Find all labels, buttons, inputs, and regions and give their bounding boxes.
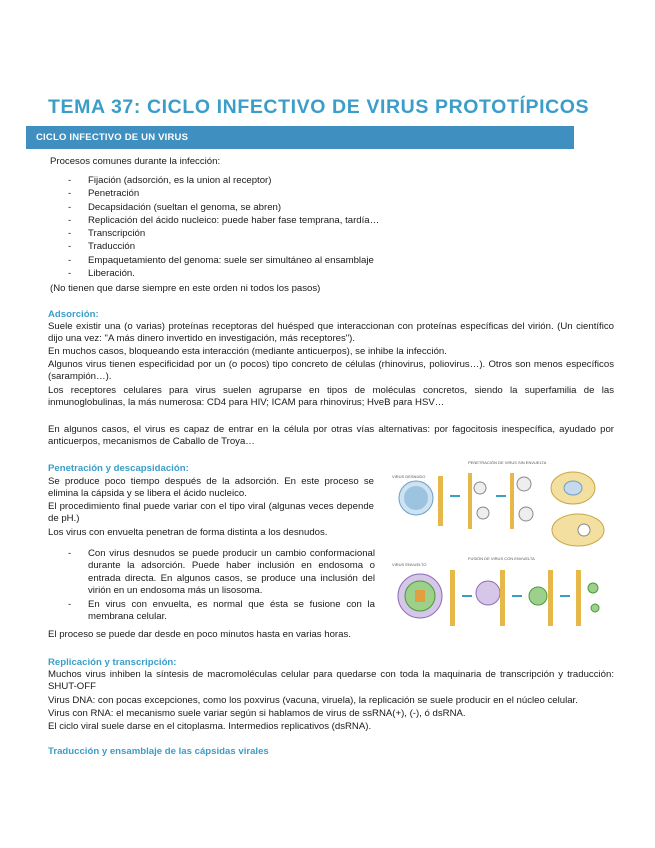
- paragraph: Virus DNA: con pocas excepciones, como los poxvirus (vacuna, viruela), la replicación se suele producir en el núcleo celular.: [48, 695, 578, 706]
- list-item: - Fijación (adsorción, es la union al receptor): [68, 174, 379, 187]
- paragraph: El ciclo viral suele darse en el citoplasma. Intermedios replicativos (dsRNA).: [48, 721, 372, 732]
- list-item: - Decapsidación (sueltan el genoma, se abren): [68, 201, 379, 214]
- page-title: TEMA 37: CICLO INFECTIVO DE VIRUS PROTOTÍPICOS: [48, 96, 590, 118]
- naked-virus-icon: [399, 476, 443, 526]
- penetracion-list: [68, 548, 375, 624]
- enveloped-virus-icon: [398, 574, 442, 618]
- figure-label: FUSIÓN DE VIRUS CON ENVUELTA: [468, 556, 535, 561]
- paragraph: Virus con RNA: el mecanismo suele variar según si hablamos de virus de ssRNA(+), (-), ó dsRNA.: [48, 708, 466, 719]
- order-note: (No tienen que darse siempre en este orden ni todos los pasos): [50, 283, 321, 294]
- adsorcion-heading: Adsorción:: [48, 309, 99, 320]
- paragraph: Se produce poco tiempo después de la adsorción. En este proceso se elimina la cápsida y se libera el ácido nucleico.: [48, 476, 374, 500]
- figure-label: VIRUS DESNUDO: [392, 474, 426, 479]
- list-item: - Transcripción: [68, 227, 379, 240]
- paragraph: Los receptores celulares para virus suelen agruparse en tipos de moléculas concretos, siendo la superfamilia de las inmunoglobulinas, la más numerosa: CD4 para HIV; ICAM para rhinovirus; HveB para HSV…: [48, 385, 614, 409]
- section-banner: CICLO INFECTIVO DE UN VIRUS: [26, 126, 574, 149]
- paragraph: El proceso se puede dar desde en poco minutos hasta en varias horas.: [48, 629, 351, 640]
- paragraph: En muchos casos, bloqueando esta interacción (mediante anticuerpos), se inhibe la infección.: [48, 346, 447, 357]
- list-item: - Traducción: [68, 240, 379, 253]
- list-item: - Empaquetamiento del genoma: suele ser simultáneo al ensamblaje: [68, 254, 379, 267]
- traduccion-heading: Traducción y ensamblaje de las cápsidas virales: [48, 746, 269, 757]
- list-item: - Liberación.: [68, 267, 379, 280]
- steps-list: [68, 174, 379, 280]
- paragraph: Muchos virus inhiben la síntesis de macromoléculas celular para quedarse con toda la maquinaria de transcripción y traducción: SHUT-OFF: [48, 669, 614, 693]
- paragraph: Algunos virus tienen especificidad por un (o pocos) tipo concreto de células (rhinovirus, poliovirus…). Otros son menos específicos (sarampión…).: [48, 359, 614, 383]
- list-item: - En virus con envuelta, es normal que ésta se fusione con la membrana celular.: [68, 599, 375, 624]
- figure-label: VIRUS ENVUELTO: [392, 562, 427, 567]
- paragraph: Los virus con envuelta penetran de forma distinta a los desnudos.: [48, 527, 328, 538]
- list-item: - Con virus desnudos se puede producir un cambio conformacional durante la adsorción. Puede haber inclusión en endosoma o entrada directa. En algunos casos, se produce una inclusión del virión en un endosoma más un lisosoma.: [68, 548, 375, 598]
- list-item: - Replicación del ácido nucleico: puede haber fase temprana, tardía…: [68, 214, 379, 227]
- virus-entry-figure: [388, 458, 610, 638]
- list-item: - Penetración: [68, 187, 379, 200]
- intro-text: Procesos comunes durante la infección:: [50, 156, 221, 167]
- cell-membrane-icon: [468, 473, 489, 529]
- paragraph: Suele existir una (o varias) proteínas receptoras del huésped que interaccionan con proteínas específicas del virión. (Un científico dijo una vez: "A más dinero invertido en investigación, más receptores").: [48, 321, 614, 345]
- penetracion-heading: Penetración y descapsidación:: [48, 463, 189, 474]
- figure-label: PENETRACIÓN DE VIRUS SIN ENVUELTA: [468, 460, 547, 465]
- paragraph: El procedimiento final puede variar con el tipo viral (algunas veces depende de pH.): [48, 501, 374, 525]
- replicacion-heading: Replicación y transcripción:: [48, 657, 177, 668]
- paragraph: En algunos casos, el virus es capaz de entrar en la célula por otras vías alternativas: por fagocitosis inespecífica, ayudado por anticuerpos, mecanismos de Caballo de Troya…: [48, 424, 614, 448]
